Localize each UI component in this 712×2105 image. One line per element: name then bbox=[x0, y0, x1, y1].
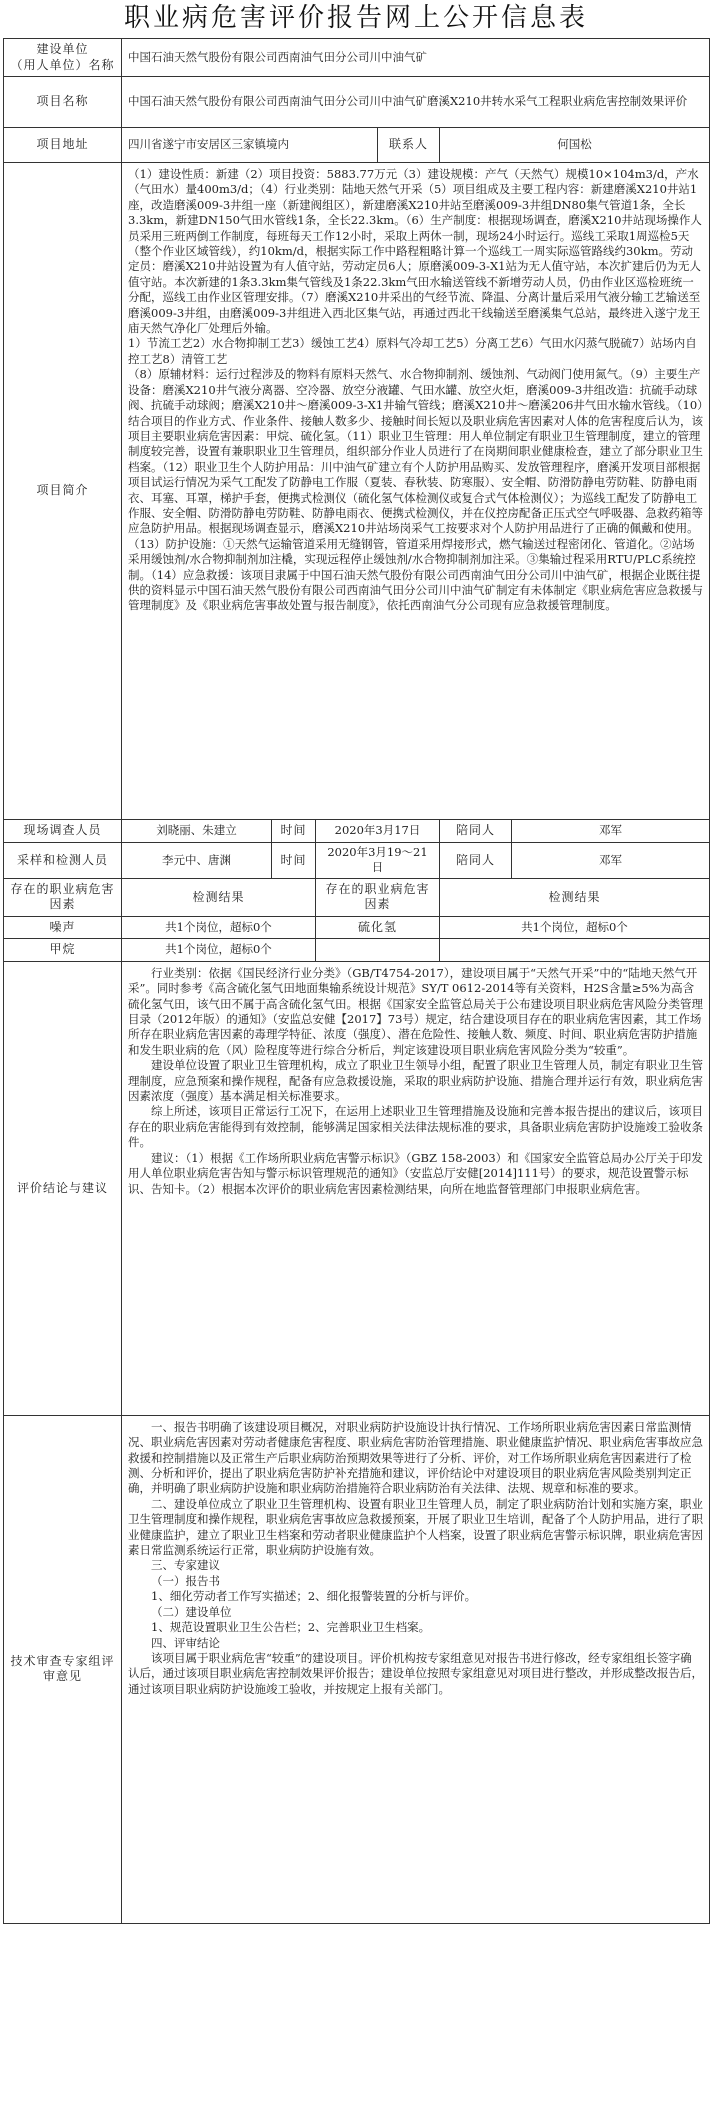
sampling-label: 采样和检测人员 bbox=[4, 843, 122, 879]
review-heading-4: 四、评审结论 bbox=[151, 1635, 220, 1650]
hazard-header-right: 存在的职业病危害因素 bbox=[316, 878, 440, 916]
conclusion-label: 评价结论与建议 bbox=[4, 961, 122, 1415]
contact-label: 联系人 bbox=[378, 128, 440, 163]
intro-paragraph-2: 1）节流工艺2）水合物抑制工艺3）缓蚀工艺4）原料气冷却工艺5）分离工艺6）气田水闪蒸气脱硫7）站场内自控工艺8）清管工艺 bbox=[128, 336, 697, 366]
intro-content bbox=[122, 163, 710, 820]
project-value: 中国石油天然气股份有限公司西南油气田分公司川中油气矿磨溪X210井转水采气工程职业病危害控制效果评价 bbox=[122, 77, 710, 128]
survey-time: 2020年3月17日 bbox=[316, 820, 440, 843]
hazard-name: 甲烷 bbox=[4, 938, 122, 961]
review-heading-3: 三、专家建议 bbox=[151, 1558, 220, 1573]
info-table bbox=[3, 38, 710, 1924]
sampling-time-label: 时间 bbox=[272, 843, 316, 879]
contact-value: 何国松 bbox=[440, 128, 710, 163]
hazard-result: 共1个岗位，超标0个 bbox=[122, 938, 316, 961]
page-title: 职业病危害评价报告网上公开信息表 bbox=[123, 3, 588, 33]
intro-label: 项目简介 bbox=[4, 163, 122, 820]
review-content bbox=[122, 1415, 710, 1923]
address-value: 四川省遂宁市安居区三家镇境内 bbox=[122, 128, 378, 163]
sampling-people: 李元中、唐渊 bbox=[122, 843, 272, 879]
project-label: 项目名称 bbox=[4, 77, 122, 128]
result-header-right: 检测结果 bbox=[440, 878, 710, 916]
hazard-result: 共1个岗位，超标0个 bbox=[122, 916, 316, 938]
review-subheading-a: （一）报告书 bbox=[151, 1573, 220, 1588]
address-label: 项目地址 bbox=[4, 128, 122, 163]
row-conclusion bbox=[4, 961, 710, 1415]
survey-escort-label: 陪同人 bbox=[440, 820, 512, 843]
sampling-escort-label: 陪同人 bbox=[440, 843, 512, 879]
review-list-2: 1、规范设置职业卫生公告栏；2、完善职业卫生档案。 bbox=[151, 1620, 431, 1635]
hazard-empty-result bbox=[440, 938, 710, 961]
table-row bbox=[4, 938, 710, 961]
table-row bbox=[4, 916, 710, 938]
review-label: 技术审查专家组评审意见 bbox=[4, 1415, 122, 1923]
conclusion-paragraph-1: 行业类别：依据《国民经济行业分类》（GB/T4754-2017），建设项目属于“天然气开采”中的“陆地天然气开采”。同时参考《高含硫化氢气田地面集输系统设计规范》SY/T 0612-2014等有关资料，H2S含量≥5%为高含硫化氢气田，该气田不属于高含硫化氢气田。根据《国家安全监管总局关于公布建设项目职业病危害风险分类管理目录（2012年版）的通知》（安监总安健【2017】73号）规定，结合建设项目存在的职业病危害因素，其工作场所存在职业病危害因素的毒理学特征、浓度（强度）、潜在危险性、接触人数、频度、时间、职业病危害防护措施和发生职业病的危（风）险程度等进行综合分析后，判定该建设项目职业病危害风险分类为“较重”。 bbox=[128, 965, 703, 1057]
hazard-header-left: 存在的职业病危害因素 bbox=[4, 878, 122, 916]
sampling-escort: 邓军 bbox=[512, 843, 710, 879]
sampling-time: 2020年3月19～21日 bbox=[316, 843, 440, 879]
row-project bbox=[4, 77, 710, 128]
hazard-result-right: 共1个岗位，超标0个 bbox=[440, 916, 710, 938]
conclusion-paragraph-3: 综上所述，该项目正常运行工况下，在运用上述职业卫生管理措施及设施和完善本报告提出的建议后，该项目存在的职业病危害能得到有效控制，能够满足国家相关法律法规标准的要求，具备职业病危害防护设施竣工验收条件。 bbox=[128, 1104, 703, 1150]
unit-value: 中国石油天然气股份有限公司西南油气田分公司川中油气矿 bbox=[122, 39, 710, 77]
conclusion-paragraph-2: 建设单位设置了职业卫生管理机构，成立了职业卫生领导小组，配置了职业卫生管理人员，制定有职业卫生管理制度，应急预案和操作规程，配备有应急救援设施，采取的职业病防护设施、措施合理并运行有效，职业病危害因素浓度（强度）基本满足相关标准要求。 bbox=[128, 1058, 703, 1104]
row-address bbox=[4, 128, 710, 163]
intro-paragraph-1: （1）建设性质：新建（2）项目投资：5883.77万元（3）建设规模：产气（天然气）规模10×104m3/d，产水（气田水）量400m3/d；（4）行业类别：陆地天然气开采（5）项目组成及主要工程内容：新建磨溪X210井站1座，改造磨溪009-3井组一座（新建阀组区），新建磨溪X210井站至磨溪009-3井组DN80集气管道1条，全长3.3km，新建DN150气田水管线1条，全长22.3km。（6）生产制度：根据现场调查，磨溪X210井站现场操作人员采用三班两倒工作制度，每班每天工作12小时，采取上两休一制，现场24小时运行。巡线工采取1周巡检5天（整个作业区域管线），约10km/d，根据实际工作中路程粗略计算一个巡线工一周实际巡管路线约30km。劳动定员：磨溪X210井站设置为有人值守站，劳动定员6人；原磨溪009-3-X1站为无人值守站，本次扩建后仍为无人值守站。本次新建的1条3.3km集气管线及1条22.3km气田水输送管线不新增劳动人员，仍由作业区巡检班统一分配，巡线工由作业区管理安排。（7）磨溪X210井采出的气经节流、降温、分离计量后采用气液分输工艺输送至磨溪009-3井组，由磨溪009-3井组进入西北区集气站，再通过西北干线输送至磨溪集气总站，最终进入遂宁龙王庙天然气净化厂处理后外输。 bbox=[128, 167, 702, 336]
survey-people: 刘晓丽、朱建立 bbox=[122, 820, 272, 843]
survey-time-label: 时间 bbox=[272, 820, 316, 843]
row-review bbox=[4, 1415, 710, 1923]
hazard-empty-name bbox=[316, 938, 440, 961]
review-paragraph-2: 二、建设单位成立了职业卫生管理机构、设置有职业卫生管理人员，制定了职业病防治计划和实施方案，职业卫生管理制度和操作规程，职业病危害事故应急救援预案，开展了职业卫生培训，配备了个人防护用品，进行了职业健康监护，建立了职业卫生档案和劳动者职业健康监护个人档案，设置了职业病危害警示标识牌，职业病危害因素日常监测系统运行正常，职业病防护设施有效。 bbox=[128, 1496, 703, 1558]
conclusion-paragraph-4: 建议：（1）根据《工作场所职业病危害警示标识》（GBZ 158-2003）和《国家安全监管总局办公厅关于印发用人单位职业病危害告知与警示标识管理规范的通知》（安监总厅安健[2014]111号）的要求，规范设置警示标识、告知卡。（2）根据本次评价的职业病危害因素检测结果，向所在地监督管理部门申报职业病危害。 bbox=[128, 1150, 703, 1196]
row-intro bbox=[4, 163, 710, 820]
survey-escort: 邓军 bbox=[512, 820, 710, 843]
intro-paragraph-3: （8）原辅材料：运行过程涉及的物料有原料天然气、水合物抑制剂、缓蚀剂、气动阀门使用氮气。（9）主要生产设备：磨溪X210井气液分离器、空冷器、放空分液罐、气田水罐、放空火炬，磨溪009-3井组改造：抗硫手动球阀、抗硫手动球阀；磨溪X210井～磨溪009-3-X1井输气管线；磨溪X210井～磨溪206井气田水输水管线。（10）结合项目的作业方式、作业条件、接触人数多少、接触时间长短以及职业病危害因素对人体的危害程度后认为，该项目主要职业病危害因素：甲烷、硫化氢。（11）职业卫生管理：用人单位制定有职业卫生管理制度，建立的管理制度较完善，设置有兼职职业卫生管理员，组织部分作业人员进行了在岗期间职业健康检查，建立了部分职业卫生档案。（12）职业卫生个人防护用品：川中油气矿建立有个人防护用品购买、发放管理程序，磨溪开发项目部根据项目试运行情况为采气工配发了防静电工作服（夏装、春秋装、防寒服）、安全帽、防滑防静电劳防鞋、防静电雨衣、耳塞、耳罩，梯护手套，便携式检测仪（硫化氢气体检测仪或复合式气体检测仪）；为巡线工配发了防静电工作服、安全帽、防滑防静电劳防鞋、防静电雨衣、便携式检测仪，并在仪控房配备正压式空气呼吸器、急救药箱等应急防护用品。根据现场调查显示，磨溪X210井站场岗采气工按要求对个人防护用品进行了正确的佩戴和使用。（13）防护设施：①天然气运输管道采用无缝钢管，管道采用焊接形式，燃气输送过程密闭化、管道化。②站场采用缓蚀剂/水合物抑制剂加注橇，实现远程停止缓蚀剂/水合物抑制剂加注采。③集输过程采用RTU/PLC系统控制。（14）应急救援：该项目隶属于中国石油天然气股份有限公司西南油气田分公司川中油气矿，根据企业既往提供的资料显示中国石油天然气股份有限公司西南油气田分公司川中油气矿制定有未体制定《职业病危害应急救援与管理制度》及《职业病危害事故处置与报告制度》，依托西南油气分公司现有应急救援管理制度。 bbox=[128, 367, 703, 613]
review-paragraph-5: 该项目属于职业病危害“较重”的建设项目。评价机构按专家组意见对报告书进行修改，经专家组组长签字确认后，通过该项目职业病危害控制效果评价报告；建设单位按照专家组意见对项目进行整改，并形成整改报告后，通过该项目职业病防护设施竣工验收，并按规定上报有关部门。 bbox=[128, 1650, 703, 1696]
row-hazard-header bbox=[4, 878, 710, 916]
hazard-name-right: 硫化氢 bbox=[316, 916, 440, 938]
result-header-left: 检测结果 bbox=[122, 878, 316, 916]
review-paragraph-1: 一、报告书明确了该建设项目概况，对职业病防护设施设计执行情况、工作场所职业病危害因素日常监测情况、职业病危害因素对劳动者健康危害程度、职业病危害防治管理措施、职业健康监护情况、职业病危害事故应急救援和控制措施以及正常生产后职业病防治预期效果等进行了分析、评价，对工作场所职业病危害因素进行了检测、分析和评价，提出了职业病危害防护补充措施和建议，评价结论中对建设项目的职业病危害风险类别判定正确，并明确了职业病防护设施和职业病防治措施符合职业病防治有关法律、法规、规章和标准的要求。 bbox=[128, 1419, 703, 1496]
row-unit bbox=[4, 39, 710, 77]
hazard-name: 噪声 bbox=[4, 916, 122, 938]
review-subheading-b: （二）建设单位 bbox=[151, 1604, 232, 1619]
survey-label: 现场调查人员 bbox=[4, 820, 122, 843]
unit-label: 建设单位 （用人单位）名称 bbox=[4, 39, 122, 77]
row-sampling bbox=[4, 843, 710, 879]
row-survey bbox=[4, 820, 710, 843]
conclusion-content bbox=[122, 961, 710, 1415]
review-list-1: 1、细化劳动者工作写实描述；2、细化报警装置的分析与评价。 bbox=[151, 1589, 477, 1604]
